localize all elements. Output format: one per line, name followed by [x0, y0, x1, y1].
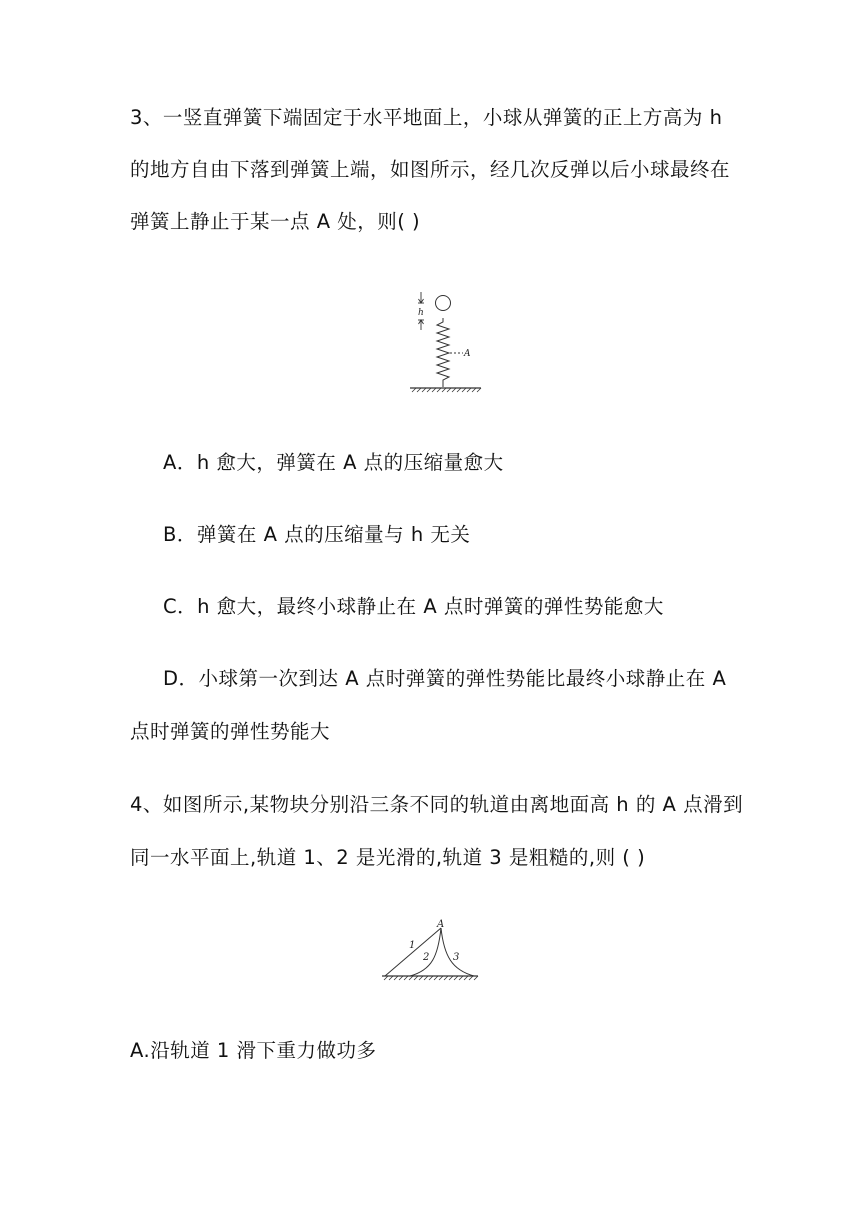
q4-stem-line-2: 同一水平面上,轨道 1、2 是光滑的,轨道 3 是粗糙的,则 ( )	[130, 846, 646, 869]
q3-fig-label-h: h	[418, 308, 424, 318]
q3-spring-figure	[405, 288, 490, 398]
q3-option-d-line-2: 点时弹簧的弹性势能大	[130, 720, 331, 743]
q3-stem-line-2: 的地方自由下落到弹簧上端，如图所示，经几次反弹以后小球最终在	[130, 158, 731, 181]
track-1-line	[385, 928, 441, 976]
q3-option-c: C．h 愈大，最终小球静止在 A 点时弹簧的弹性势能愈大	[163, 595, 664, 618]
q4-fig-label-1: 1	[409, 940, 416, 951]
q4-fig-label-3: 3	[453, 952, 460, 963]
q3-option-b: B．弹簧在 A 点的压缩量与 h 无关	[163, 523, 471, 546]
q4-fig-label-2: 2	[423, 952, 430, 963]
spring-coil	[437, 318, 449, 387]
q3-option-d-line-1: D．小球第一次到达 A 点时弹簧的弹性势能比最终小球静止在 A	[163, 667, 727, 690]
q3-fig-label-a: A	[464, 349, 471, 359]
q4-tracks-figure	[378, 912, 483, 987]
q3-stem-line-1: 3、一竖直弹簧下端固定于水平地面上，小球从弹簧的正上方高为 h	[130, 106, 723, 129]
q3-stem-line-3: 弹簧上静止于某一点 A 处，则( )	[130, 210, 421, 233]
q4-fig-label-a: A	[437, 919, 445, 930]
q4-stem-line-1: 4、如图所示,某物块分别沿三条不同的轨道由离地面高 h 的 A 点滑到	[130, 793, 744, 816]
q3-option-a: A．h 愈大，弹簧在 A 点的压缩量愈大	[163, 451, 504, 474]
q4-option-a: A.沿轨道 1 滑下重力做功多	[130, 1039, 377, 1062]
ball-circle	[436, 296, 451, 311]
